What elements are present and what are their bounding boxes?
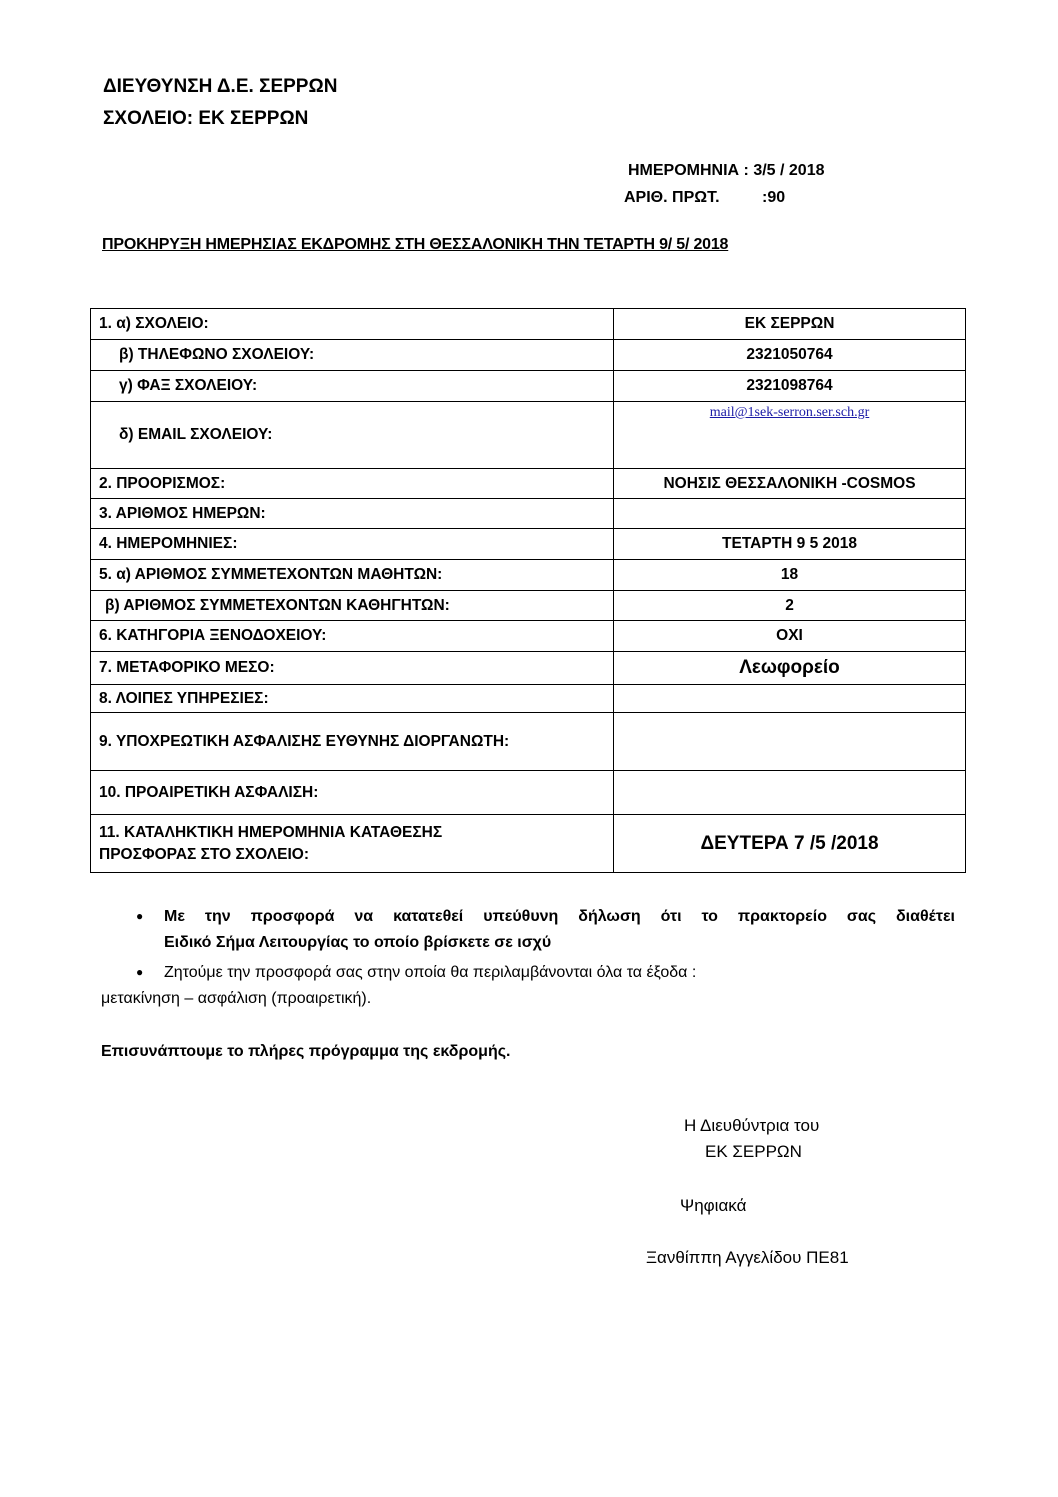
row-label-line: 11. ΚΑΤΑΛΗΚΤΙΚΗ ΗΜΕΡΟΜΗΝΙΑ ΚΑΤΑΘΕΣΗΣ	[99, 823, 443, 841]
table-row	[91, 340, 966, 371]
row-label: 6. ΚΑΤΗΓΟΡΙΑ ΞΕΝΟΔΟΧΕΙΟΥ:	[91, 621, 614, 652]
row-label-line: ΠΡΟΣΦΟΡΑΣ ΣΤΟ ΣΧΟΛΕΙΟ:	[99, 845, 309, 863]
row-label: β) ΑΡΙΘΜΟΣ ΣΥΜΜΕΤΕΧΟΝΤΩΝ ΚΑΘΗΓΗΤΩΝ:	[91, 591, 614, 621]
table-row	[91, 529, 966, 560]
signature-digital: Ψηφιακά	[680, 1196, 747, 1215]
table-row	[91, 685, 966, 713]
table-row	[91, 815, 966, 873]
table-row	[91, 652, 966, 685]
row-value	[614, 402, 966, 469]
directorate-heading: ΔΙΕΥΘΥΝΣΗ Δ.Ε. ΣΕΡΡΩΝ	[103, 76, 338, 97]
row-label: 2. ΠΡΟΟΡΙΣΜΟΣ:	[91, 469, 614, 499]
table-row	[91, 591, 966, 621]
row-label	[91, 815, 614, 873]
row-label: 10. ΠΡΟΑΙΡΕΤΙΚΗ ΑΣΦΑΛΙΣΗ:	[91, 771, 614, 815]
row-label: 7. ΜΕΤΑΦΟΡΙΚΟ ΜΕΣΟ:	[91, 652, 614, 685]
signature-role: Η Διευθύντρια του	[684, 1116, 820, 1135]
row-value: ΔΕΥΤΕΡΑ 7 /5 /2018	[614, 815, 966, 873]
signature-name: Ξανθίππη Αγγελίδου ΠΕ81	[646, 1248, 849, 1267]
table-row	[91, 621, 966, 652]
row-value	[614, 685, 966, 713]
email-link[interactable]: mail@1sek-serron.ser.sch.gr	[709, 405, 870, 420]
row-label: 4. ΗΜΕΡΟΜΗΝΙΕΣ:	[91, 529, 614, 560]
row-value: Λεωφορείο	[614, 652, 966, 685]
row-label: 8. ΛΟΙΠΕΣ ΥΠΗΡΕΣΙΕΣ:	[91, 685, 614, 713]
trip-details-table	[90, 308, 966, 873]
table-row	[91, 499, 966, 529]
row-value	[614, 713, 966, 771]
row-value: 2321050764	[614, 340, 966, 371]
note-bullet-1-line-1: Με την προσφορά να κατατεθεί υπεύθυνη δήλωση ότι το πρακτορείο σας διαθέτει	[164, 908, 955, 925]
row-label: 5. α) ΑΡΙΘΜΟΣ ΣΥΜΜΕΤΕΧΟΝΤΩΝ ΜΑΘΗΤΩΝ:	[91, 560, 614, 591]
signature-school: ΕΚ ΣΕΡΡΩΝ	[705, 1142, 802, 1161]
document-title: ΠΡΟΚΗΡΥΞΗ ΗΜΕΡΗΣΙΑΣ ΕΚΔΡΟΜΗΣ ΣΤΗ ΘΕΣΣΑΛΟΝΙΚΗ ΤΗΝ ΤΕΤΑΡΤΗ 9/ 5/ 2018	[102, 236, 729, 253]
protocol-number: :90	[762, 189, 786, 206]
note-bullet-2-line-1: Ζητούμε την προσφορά σας στην οποία θα περιλαμβάνονται όλα τα έξοδα :	[164, 964, 697, 981]
row-value: 2321098764	[614, 371, 966, 402]
row-label: γ) ΦΑΞ ΣΧΟΛΕΙΟΥ:	[91, 371, 614, 402]
row-value: ΟΧΙ	[614, 621, 966, 652]
row-value: ΕΚ ΣΕΡΡΩΝ	[614, 309, 966, 340]
table-row	[91, 469, 966, 499]
bullet-icon: ●	[136, 909, 144, 923]
row-value: ΤΕΤΑΡΤΗ 9 5 2018	[614, 529, 966, 560]
note-bullet-1-line-2: Ειδικό Σήμα Λειτουργίας το οποίο βρίσκετε σε ισχύ	[164, 934, 552, 951]
school-heading: ΣΧΟΛΕΙΟ: ΕΚ ΣΕΡΡΩΝ	[103, 108, 309, 129]
attachment-note: Επισυνάπτουμε το πλήρες πρόγραμμα της εκδρομής.	[101, 1043, 511, 1060]
row-label: δ) EMAIL ΣΧΟΛΕΙΟΥ:	[91, 402, 614, 469]
row-value: 18	[614, 560, 966, 591]
table-row	[91, 560, 966, 591]
row-value: ΝΟΗΣΙΣ ΘΕΣΣΑΛΟΝΙΚΗ -COSMOS	[614, 469, 966, 499]
protocol-label: ΑΡΙΘ. ΠΡΩΤ.	[624, 189, 720, 206]
note-bullet-2-line-2: μετακίνηση – ασφάλιση (προαιρετική).	[101, 990, 372, 1007]
row-label: β) ΤΗΛΕΦΩΝΟ ΣΧΟΛΕΙΟΥ:	[91, 340, 614, 371]
row-value	[614, 499, 966, 529]
table-row	[91, 771, 966, 815]
table-row	[91, 402, 966, 469]
row-label: 9. ΥΠΟΧΡΕΩΤΙΚΗ ΑΣΦΑΛΙΣΗΣ ΕΥΘΥΝΗΣ ΔΙΟΡΓΑΝΩΤΗ:	[91, 713, 614, 771]
table-row	[91, 713, 966, 771]
row-value	[614, 771, 966, 815]
row-label: 1. α) ΣΧΟΛΕΙΟ:	[91, 309, 614, 340]
bullet-icon: ●	[136, 965, 144, 979]
document-date: ΗΜΕΡΟΜΗΝΙΑ : 3/5 / 2018	[628, 162, 825, 179]
table-row	[91, 371, 966, 402]
table-row	[91, 309, 966, 340]
row-value: 2	[614, 591, 966, 621]
row-label: 3. ΑΡΙΘΜΟΣ ΗΜΕΡΩΝ:	[91, 499, 614, 529]
